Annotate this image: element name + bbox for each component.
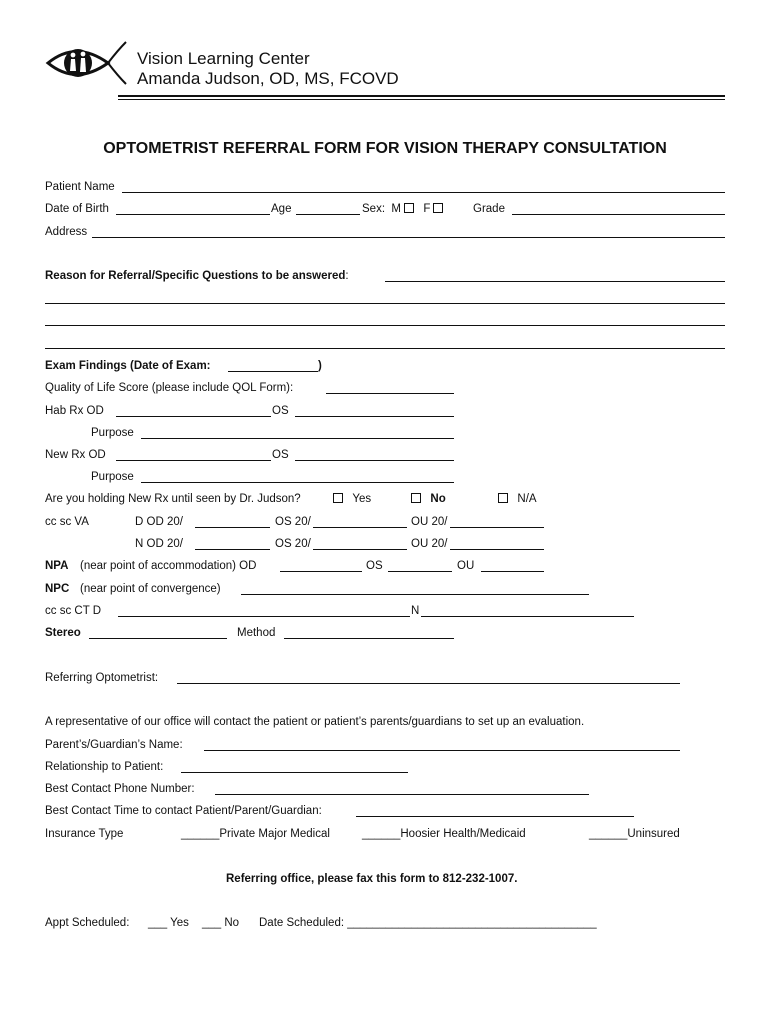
appt-yes[interactable]: ___ Yes [148, 917, 189, 929]
new-purpose-label: Purpose [91, 471, 134, 483]
new-rx-od-field[interactable] [116, 460, 271, 461]
holding-yes-label: Yes [352, 493, 372, 505]
dob-label: Date of Birth [45, 203, 109, 215]
stereo-field[interactable] [89, 638, 227, 639]
npa-label: NPA [45, 560, 69, 572]
d-od-label: D OD 20/ [135, 516, 183, 528]
d-os-label: OS 20/ [275, 516, 311, 528]
sex-text: Sex: [362, 203, 386, 215]
reason-field-1[interactable] [385, 281, 725, 282]
ct-label: cc sc CT D [45, 605, 102, 617]
ct-d-field[interactable] [118, 616, 410, 617]
stereo-label: Stereo [45, 627, 81, 639]
referring-optometrist-label: Referring Optometrist: [45, 672, 159, 684]
reason-field-4[interactable] [45, 348, 725, 349]
n-os-label: OS 20/ [275, 538, 311, 550]
hab-rx-od-label: Hab Rx OD [45, 405, 104, 417]
npa-desc: (near point of accommodation) OD [80, 560, 257, 572]
fax-notice: Referring office, please fax this form to 812-232-1007. [226, 873, 518, 885]
form-title: OPTOMETRIST REFERRAL FORM FOR VISION THERAPY CONSULTATION [103, 140, 667, 157]
contact-time-field[interactable] [356, 816, 634, 817]
d-od-field[interactable] [195, 527, 270, 528]
relationship-label: Relationship to Patient: [45, 761, 164, 773]
exam-date-field[interactable] [228, 371, 318, 372]
guardian-name-label: Parent’s/Guardian’s Name: [45, 739, 183, 751]
referring-optometrist-field[interactable] [177, 683, 680, 684]
holding-no-label: No [430, 493, 446, 505]
npc-label: NPC [45, 583, 70, 595]
hab-purpose-label: Purpose [91, 427, 134, 439]
holding-no [408, 492, 446, 506]
header-rule-thin [118, 99, 725, 100]
npa-os-label: OS [366, 560, 383, 572]
hab-rx-os-label: OS [272, 405, 289, 417]
sex-f-label: F [423, 203, 431, 215]
n-od-label: N OD 20/ [135, 538, 183, 550]
reason-field-2[interactable] [45, 303, 725, 304]
qol-label: Quality of Life Score (please include QOL Form): [45, 382, 294, 394]
reason-label [45, 269, 349, 283]
holding-no-checkbox[interactable] [411, 493, 421, 503]
address-label: Address [45, 226, 88, 238]
sex-m-checkbox[interactable] [404, 203, 414, 213]
reason-field-3[interactable] [45, 325, 725, 326]
n-os-field[interactable] [313, 549, 407, 550]
appt-no[interactable]: ___ No [202, 917, 240, 929]
npa-ou-label: OU [457, 560, 475, 572]
hab-rx-os-field[interactable] [295, 416, 454, 417]
sex-f-checkbox[interactable] [433, 203, 443, 213]
relationship-field[interactable] [181, 772, 408, 773]
holding-yes [330, 492, 371, 506]
header-rule [118, 95, 725, 97]
insurance-hoosier[interactable]: ______Hoosier Health/Medicaid [362, 828, 526, 840]
d-os-field[interactable] [313, 527, 407, 528]
holding-na [495, 492, 537, 506]
patient-name-field[interactable] [122, 192, 725, 193]
reason-colon: : [345, 270, 349, 282]
grade-label: Grade [473, 203, 505, 215]
reason-text: Reason for Referral/Specific Questions to be answered [45, 270, 346, 282]
address-field[interactable] [92, 237, 725, 238]
ct-n-label: N [411, 605, 420, 617]
grade-field[interactable] [512, 214, 725, 215]
holding-yes-checkbox[interactable] [333, 493, 343, 503]
d-ou-label: OU 20/ [411, 516, 448, 528]
npc-field[interactable] [241, 594, 589, 595]
insurance-label: Insurance Type [45, 828, 124, 840]
new-rx-os-field[interactable] [295, 460, 454, 461]
representative-notice: A representative of our office will contact the patient or patient’s parents/guardians to set up an evaluation. [45, 716, 585, 728]
holding-na-label: N/A [517, 493, 537, 505]
npa-os-field[interactable] [388, 571, 452, 572]
method-field[interactable] [284, 638, 454, 639]
contact-time-label: Best Contact Time to contact Patient/Parent/Guardian: [45, 805, 322, 817]
ct-n-field[interactable] [421, 616, 634, 617]
sex-label [362, 202, 446, 216]
n-ou-field[interactable] [450, 549, 544, 550]
holding-na-checkbox[interactable] [498, 493, 508, 503]
npa-ou-field[interactable] [481, 571, 544, 572]
date-scheduled[interactable]: Date Scheduled: _______________________________________ [259, 917, 597, 929]
cc-sc-va-label: cc sc VA [45, 516, 89, 528]
method-label: Method [237, 627, 276, 639]
hab-purpose-field[interactable] [141, 438, 454, 439]
npa-od-field[interactable] [280, 571, 362, 572]
qol-field[interactable] [326, 393, 454, 394]
insurance-private[interactable]: ______Private Major Medical [181, 828, 330, 840]
age-label: Age [271, 203, 292, 215]
appt-scheduled-label: Appt Scheduled: [45, 917, 130, 929]
patient-name-label: Patient Name [45, 181, 115, 193]
npc-desc: (near point of convergence) [80, 583, 221, 595]
holding-question: Are you holding New Rx until seen by Dr. Judson? [45, 493, 301, 505]
n-od-field[interactable] [195, 549, 270, 550]
sex-m-label: M [391, 203, 401, 215]
hab-rx-od-field[interactable] [116, 416, 271, 417]
org-name: Vision Learning Center [137, 49, 310, 68]
n-ou-label: OU 20/ [411, 538, 448, 550]
phone-label: Best Contact Phone Number: [45, 783, 195, 795]
age-field[interactable] [296, 214, 360, 215]
phone-field[interactable] [215, 794, 589, 795]
exam-findings-close: ) [318, 360, 322, 372]
doctor-name: Amanda Judson, OD, MS, FCOVD [137, 69, 399, 88]
dob-field[interactable] [116, 214, 270, 215]
eye-logo-icon [44, 38, 128, 88]
new-rx-od-label: New Rx OD [45, 449, 106, 461]
insurance-uninsured[interactable]: ______Uninsured [589, 828, 680, 840]
new-purpose-field[interactable] [141, 482, 454, 483]
new-rx-os-label: OS [272, 449, 289, 461]
exam-findings-label: Exam Findings (Date of Exam: [45, 360, 211, 372]
guardian-name-field[interactable] [204, 750, 680, 751]
d-ou-field[interactable] [450, 527, 544, 528]
